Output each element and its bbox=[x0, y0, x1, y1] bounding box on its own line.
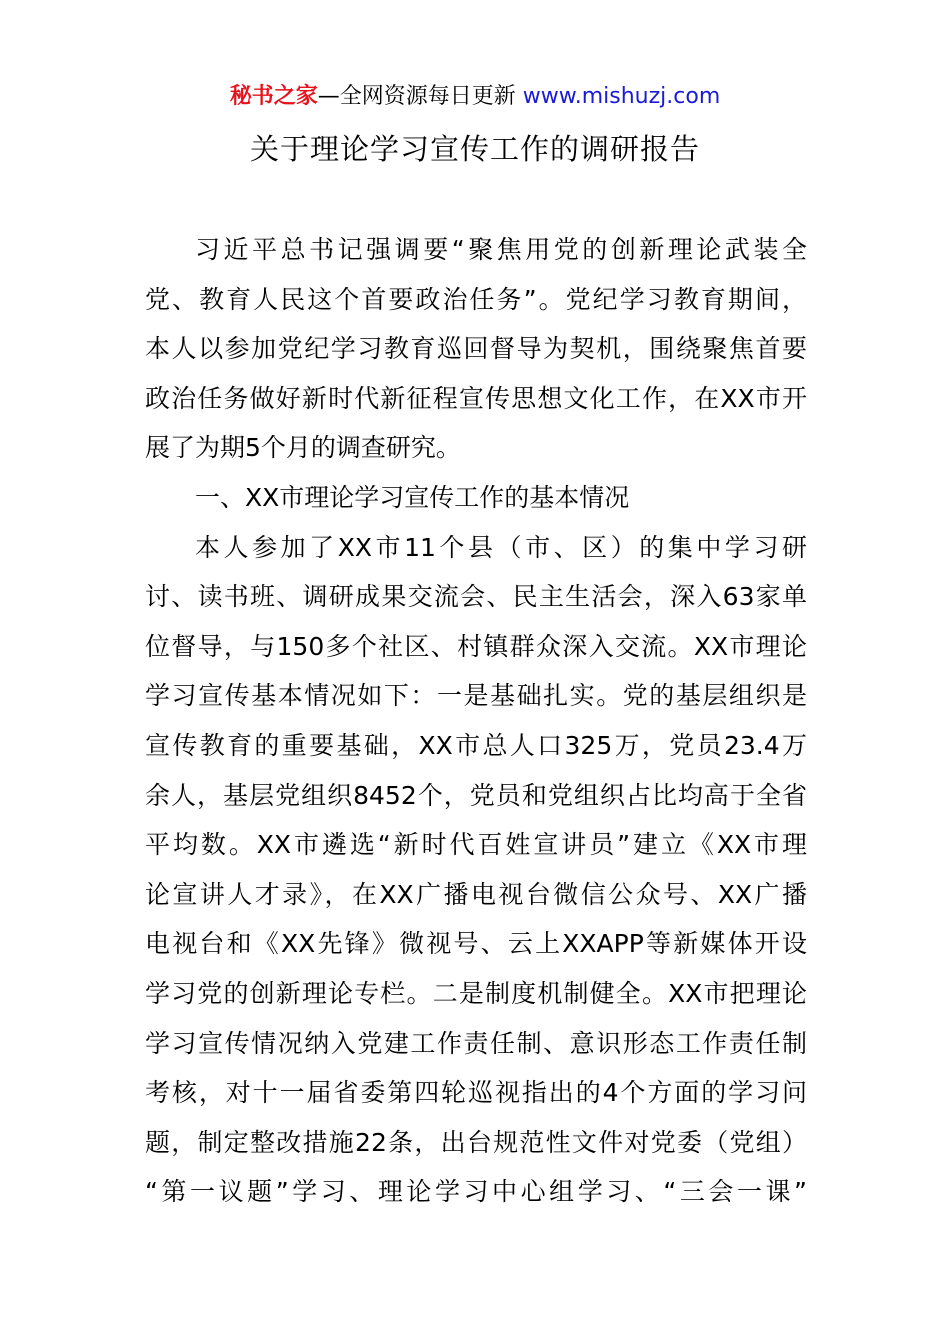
body-line: 考核，对十一届省委第四轮巡视指出的4个方面的学习问 bbox=[145, 1078, 807, 1108]
body-line: 习近平总书记强调要“聚焦用党的创新理论武装全 bbox=[195, 235, 807, 264]
page-header bbox=[0, 82, 950, 112]
body-line: 学习宣传基本情况如下：一是基础扎实。党的基层组织是 bbox=[145, 681, 807, 711]
body-line: 讨、读书班、调研成果交流会、民主生活会，深入63家单 bbox=[145, 582, 807, 612]
header-tagline: —全网资源每日更新 bbox=[317, 84, 516, 109]
section-heading: 一、XX市理论学习宣传工作的基本情况 bbox=[195, 482, 630, 512]
body-line: 学习宣传情况纳入党建工作责任制、意识形态工作责任制 bbox=[145, 1028, 807, 1058]
body-line: 展了为期5个月的调查研究。 bbox=[145, 433, 461, 463]
body-line: 政治任务做好新时代新征程宣传思想文化工作，在XX市开 bbox=[145, 383, 807, 413]
body-line: 题，制定整改措施22条，出台规范性文件对党委（党组） bbox=[145, 1127, 807, 1157]
body-line: 论宣讲人才录》，在XX广播电视台微信公众号、XX广播 bbox=[145, 879, 807, 909]
body-line: 学习党的创新理论专栏。二是制度机制健全。XX市把理论 bbox=[145, 978, 807, 1008]
website-link[interactable]: www.mishuzj.com bbox=[522, 84, 721, 109]
document-body bbox=[145, 225, 807, 1217]
document-title: 关于理论学习宣传工作的调研报告 bbox=[249, 132, 700, 166]
body-line: 本人参加了XX市11个县（市、区）的集中学习研 bbox=[195, 532, 807, 562]
body-line: 党、教育人民这个首要政治任务”。党纪学习教育期间， bbox=[145, 284, 807, 314]
body-line: “第一议题”学习、理论学习中心组学习、“三会一课” bbox=[145, 1177, 807, 1207]
body-line: 平均数。XX市遴选“新时代百姓宣讲员”建立《XX市理 bbox=[145, 830, 807, 860]
body-line: 余人，基层党组织8452个，党员和党组织占比均高于全省 bbox=[145, 780, 807, 810]
body-line: 宣传教育的重要基础，XX市总人口325万，党员23.4万 bbox=[145, 730, 807, 760]
body-line: 电视台和《XX先锋》微视号、云上XXAPP等新媒体开设 bbox=[145, 929, 807, 959]
body-line: 位督导，与150多个社区、村镇群众深入交流。XX市理论 bbox=[145, 631, 807, 661]
body-line: 本人以参加党纪学习教育巡回督导为契机，围绕聚焦首要 bbox=[145, 334, 807, 364]
brand-name: 秘书之家 bbox=[229, 84, 318, 109]
